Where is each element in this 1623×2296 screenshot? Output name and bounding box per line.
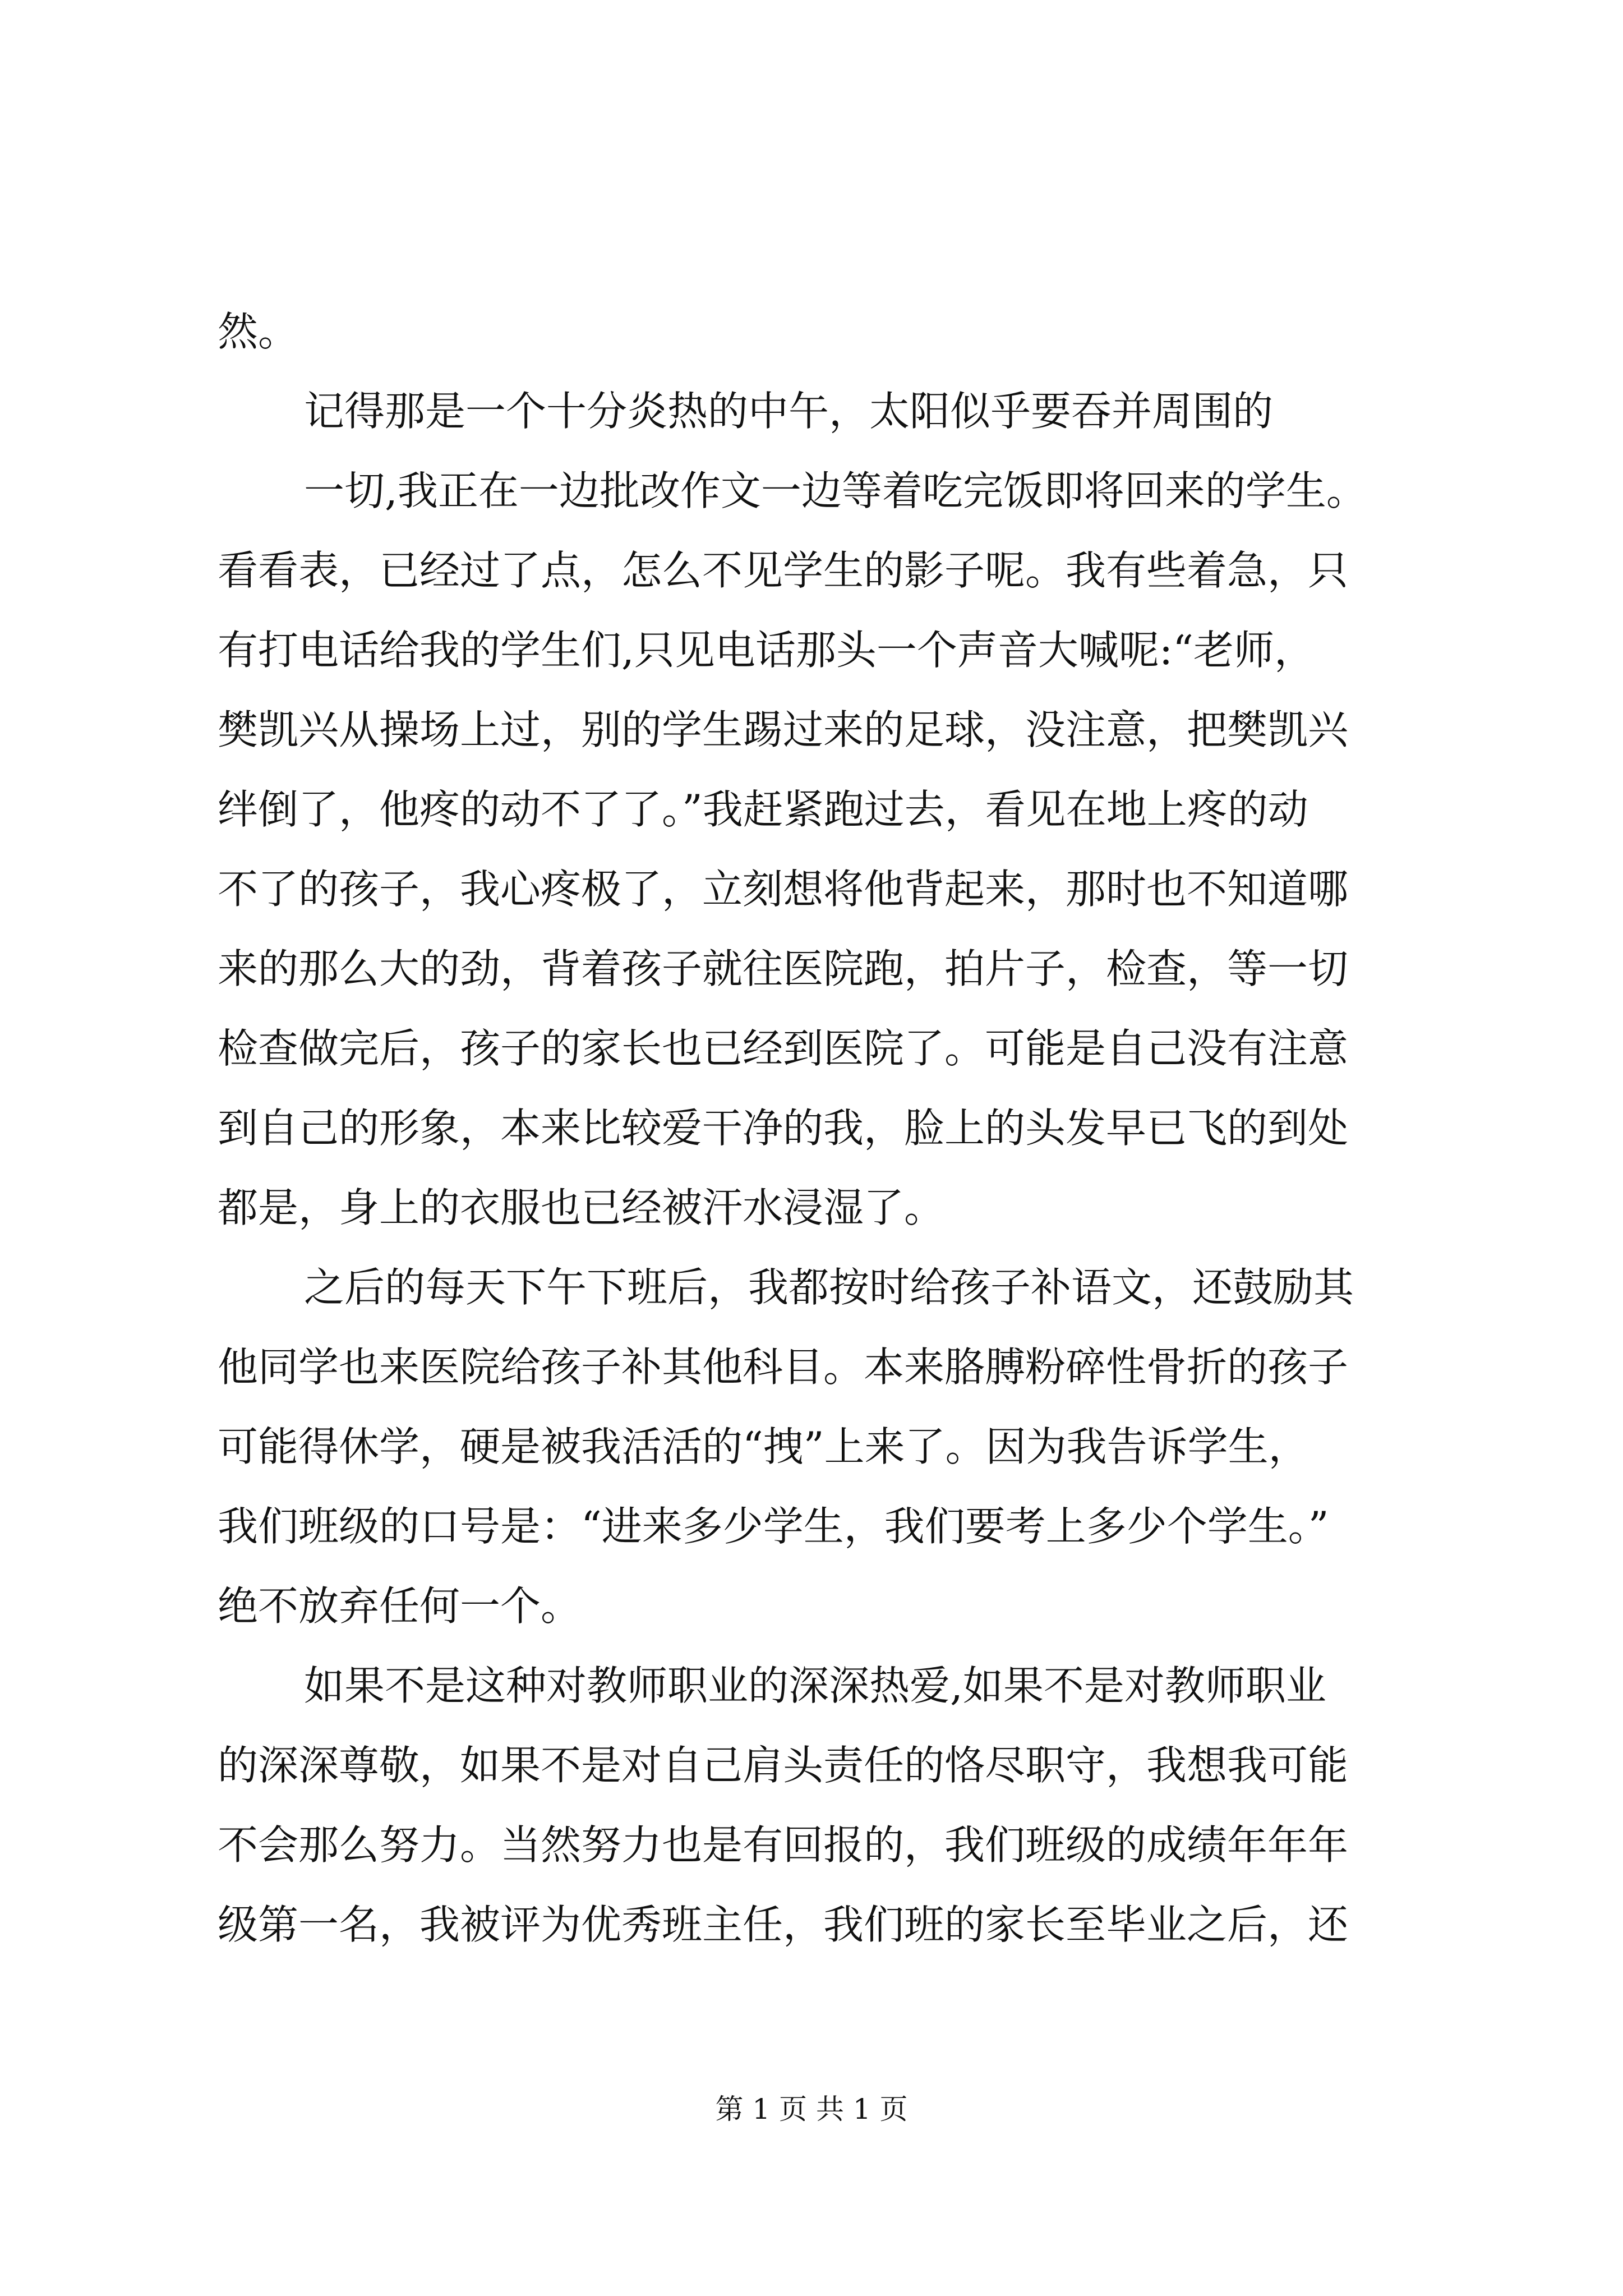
text-line: 然。 [218, 308, 299, 355]
page-number-label: 第 1 页 共 1 页 [715, 2093, 908, 2125]
page-footer [0, 2087, 1623, 2127]
text-line: 不会那么努力。当然努力也是有回报的，我们班级的成绩年年年 [218, 1821, 1349, 1869]
text-line: 看看表，已经过了点，怎么不见学生的影子呢。我有些着急，只 [218, 547, 1349, 594]
text-line: 他同学也来医院给孩子补其他科目。本来胳膊粉碎性骨折的孩子 [218, 1343, 1349, 1391]
text-line: 如果不是这种对教师职业的深深热爱,如果不是对教师职业 [304, 1662, 1326, 1709]
text-line: 检查做完后，孩子的家长也已经到医院了。可能是自己没有注意 [218, 1025, 1349, 1072]
text-line: 到自己的形象，本来比较爱干净的我，脸上的头发早已飞的到处 [218, 1105, 1349, 1152]
text-line: 记得那是一个十分炎热的中午，太阳似乎要吞并周围的 [304, 388, 1274, 435]
text-line: 都是，身上的衣服也已经被汗水浸湿了。 [218, 1184, 945, 1231]
text-line: 绝不放弃任何一个。 [218, 1582, 582, 1630]
text-line: 来的那么大的劲，背着孩子就往医院跑，拍片子，检查，等一切 [218, 945, 1349, 992]
text-line: 不了的孩子，我心疼极了，立刻想将他背起来，那时也不知道哪 [218, 866, 1349, 913]
text-line: 级第一名，我被评为优秀班主任，我们班的家长至毕业之后，还 [218, 1901, 1349, 1948]
text-line: 我们班级的口号是：“进来多少学生，我们要考上多少个学生。” [218, 1503, 1329, 1550]
text-line: 可能得休学，硬是被我活活的“拽”上来了。因为我告诉学生， [218, 1423, 1309, 1470]
text-line: 樊凯兴从操场上过，别的学生踢过来的足球，没注意，把樊凯兴 [218, 706, 1349, 753]
text-line: 一切,我正在一边批改作文一边等着吃完饭即将回来的学生。 [304, 467, 1367, 514]
text-line: 绊倒了，他疼的动不了了。”我赶紧跑过去，看见在地上疼的动 [218, 786, 1308, 833]
document-body [218, 292, 1468, 1964]
text-line: 有打电话给我的学生们,只见电话那头一个声音大喊呢:“老师， [218, 627, 1315, 674]
text-line: 之后的每天下午下班后，我都按时给孩子补语文，还鼓励其 [304, 1264, 1354, 1311]
text-line: 的深深尊敬，如果不是对自己肩头责任的恪尽职守，我想我可能 [218, 1742, 1349, 1789]
